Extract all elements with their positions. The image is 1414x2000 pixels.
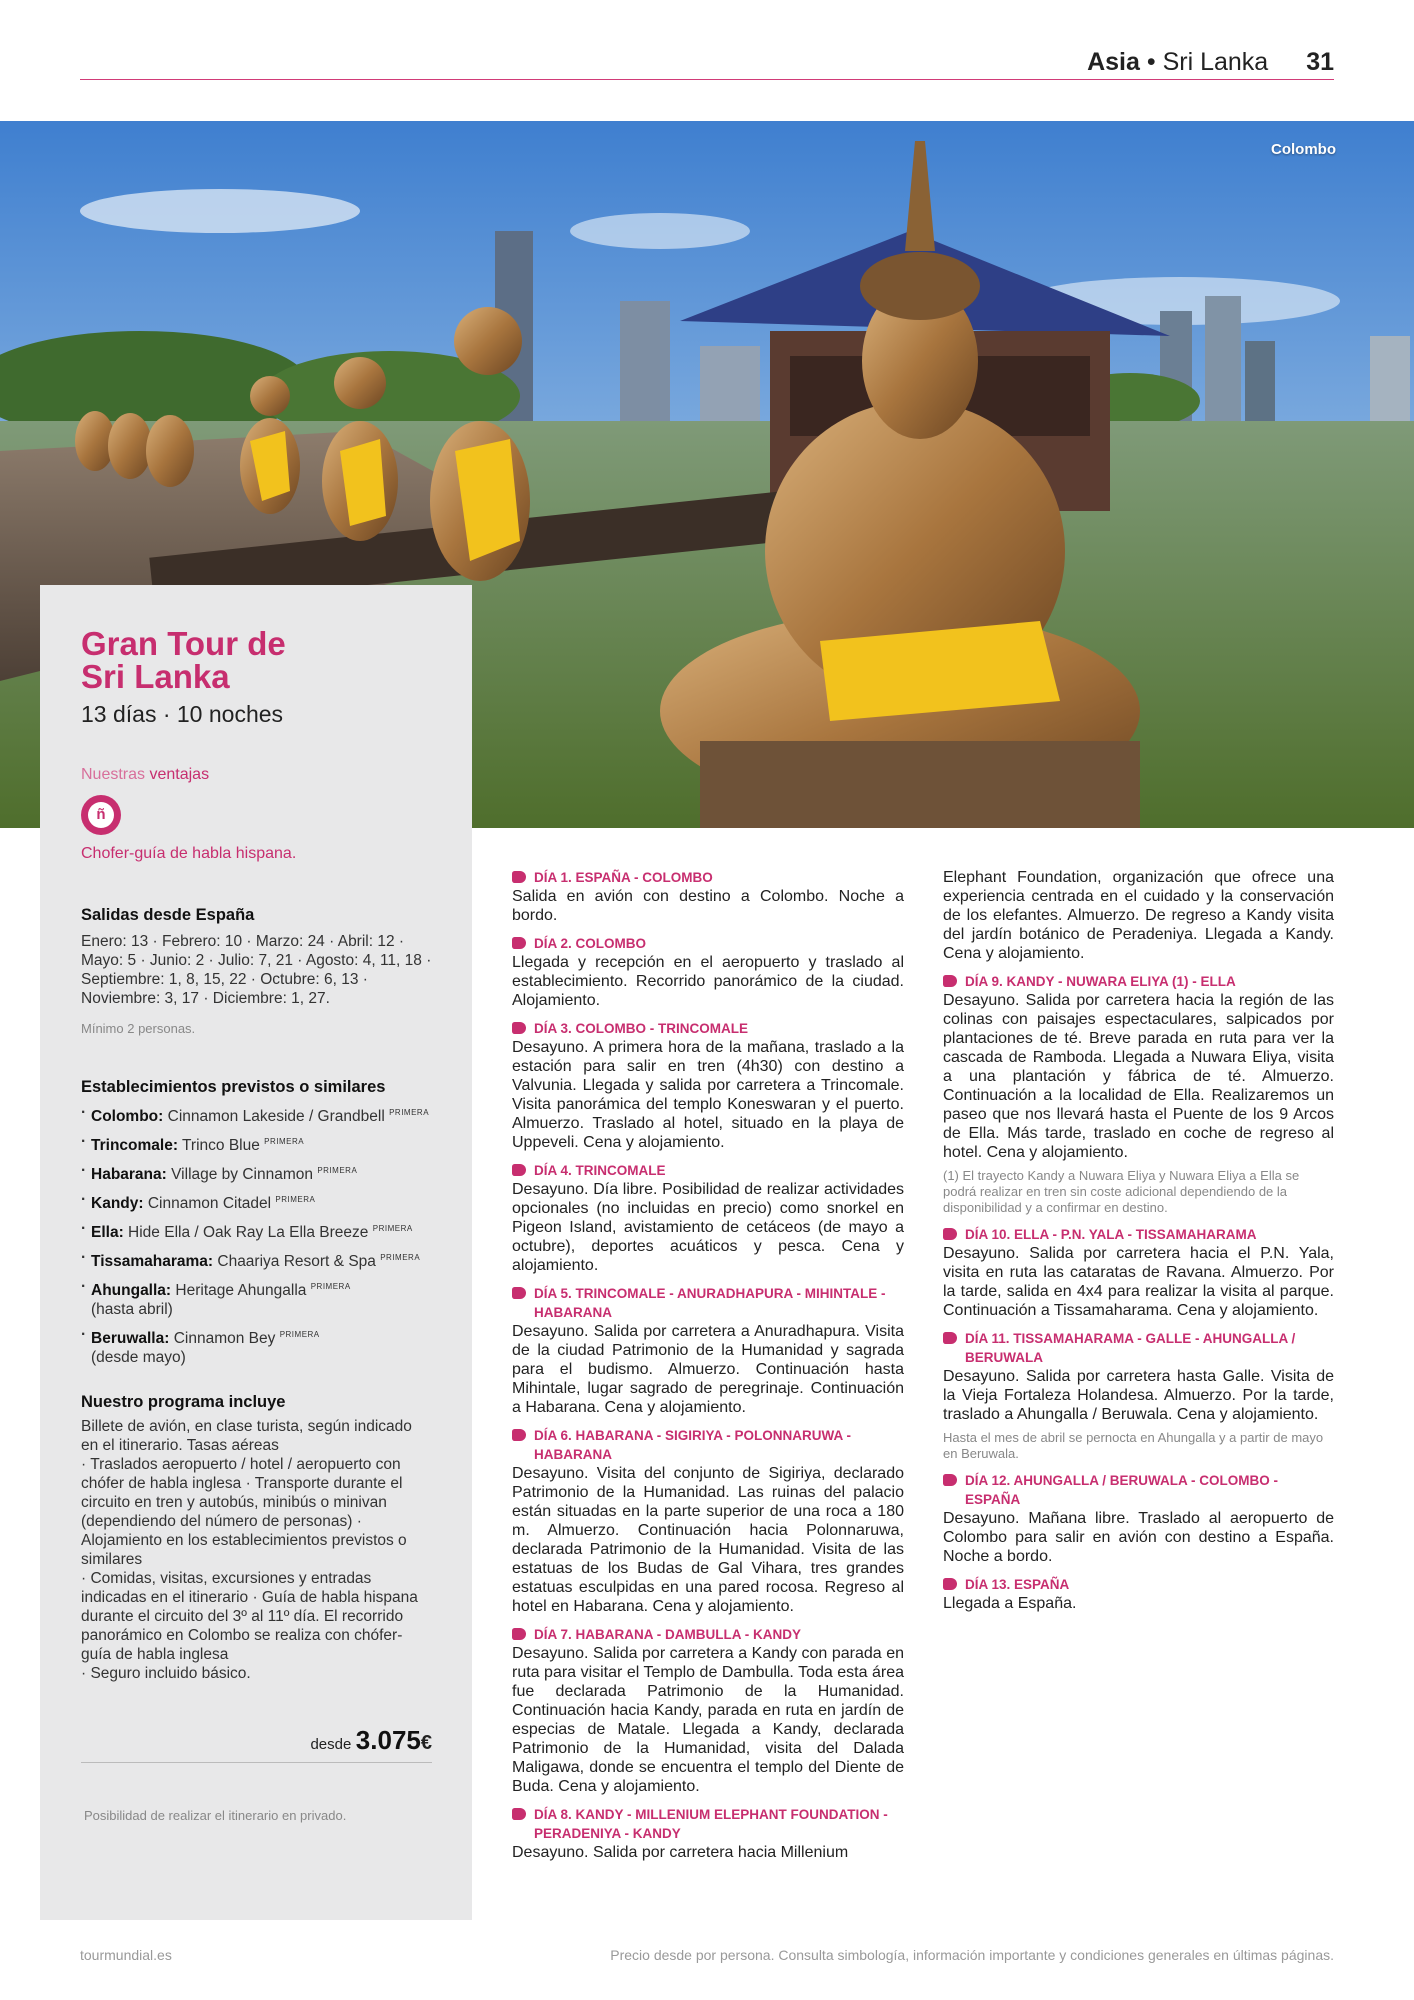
header-region: Asia bbox=[1087, 48, 1140, 76]
footer-website[interactable]: tourmundial.es bbox=[80, 1947, 172, 1963]
itinerary-day bbox=[512, 1284, 904, 1417]
day-text: Desayuno. Salida por carretera a Anuradhapura. Visita de la ciudad Patrimonio de la Humanidad y sagrada para el budismo. Almuerzo. Continuación hasta Mihintale, lugar sagrado de peregrinaje. Continuación a Habarana. Cena y alojamiento. bbox=[512, 1323, 904, 1416]
itinerary-day bbox=[943, 1225, 1334, 1320]
tour-title: Gran Tour de Sri Lanka bbox=[81, 625, 286, 695]
hotel-category: PRIMERA bbox=[317, 1166, 358, 1175]
day-text: Desayuno. Mañana libre. Traslado al aeropuerto de Colombo para salir en avión con destino a España. Noche a bordo. bbox=[943, 1510, 1334, 1565]
day-text: Desayuno. Visita del conjunto de Sigiriya, declarado Patrimonio de la Humanidad. Las ruinas del palacio están situadas en la parte superior de una roca a 180 m. Almuerzo. Continuación hacia Polonnaruwa, declarada Patrimonio de la Humanidad. Visita de las estatuas de los Budas de Gal Vihara, tres grandes estatuas esculpidas en una pared rocosa. Regreso al hotel en Habarana. Cena y alojamiento. bbox=[512, 1465, 904, 1615]
hotel-city: Ahungalla: bbox=[91, 1282, 172, 1299]
day-text: Elephant Foundation, organización que ofrece una experiencia centrada en el cuidado y la conservación de los elefantes. Almuerzo. De regreso a Kandy visita del jardín botánico de Peradeniya. Llegada a Kandy. Cena y alojamiento. bbox=[943, 869, 1334, 962]
hotel-city: Kandy: bbox=[91, 1195, 144, 1212]
price-currency: € bbox=[420, 1732, 432, 1754]
itinerary-day bbox=[943, 1471, 1334, 1566]
header-country: Sri Lanka bbox=[1162, 48, 1269, 76]
spanish-guide-icon-glyph: ñ bbox=[88, 802, 114, 828]
day-title: DÍA 4. TRINCOMALE bbox=[512, 1161, 904, 1180]
hotel-name: Cinnamon Bey bbox=[173, 1330, 276, 1347]
day-text: Llegada a España. bbox=[943, 1595, 1077, 1612]
photo-caption: Colombo bbox=[1271, 141, 1336, 158]
departures-note: Mínimo 2 personas. bbox=[81, 1021, 196, 1036]
hotel-extra: (desde mayo) bbox=[91, 1349, 186, 1366]
establishments-heading: Establecimientos previstos o similares bbox=[81, 1078, 386, 1096]
day-title: DÍA 1. ESPAÑA - COLOMBO bbox=[512, 868, 904, 887]
page-number: 31 bbox=[1306, 48, 1334, 76]
itinerary-day bbox=[512, 1426, 904, 1616]
advantages-label-light: Nuestras bbox=[81, 766, 146, 783]
day-title: DÍA 3. COLOMBO - TRINCOMALE bbox=[512, 1019, 904, 1038]
day-text: Desayuno. Salida por carretera hacia Millenium bbox=[512, 1844, 849, 1861]
itinerary-day bbox=[512, 934, 904, 1010]
includes-heading: Nuestro programa incluye bbox=[81, 1393, 286, 1411]
establishments-list bbox=[81, 1103, 432, 1367]
hotel-category: PRIMERA bbox=[279, 1330, 320, 1339]
advantages-label bbox=[81, 766, 432, 784]
hotel-city: Tissamaharama: bbox=[91, 1253, 214, 1270]
hotel-city: Colombo: bbox=[91, 1108, 164, 1125]
tour-duration: 13 días · 10 noches bbox=[81, 701, 284, 727]
itinerary-day bbox=[512, 1625, 904, 1796]
footer-disclaimer: Precio desde por persona. Consulta simbología, información importante y condiciones generales en últimas páginas. bbox=[610, 1947, 1334, 1963]
day-text: Llegada y recepción en el aeropuerto y traslado al establecimiento. Recorrido panorámico de la ciudad. Alojamiento. bbox=[512, 954, 904, 1009]
list-item bbox=[81, 1277, 432, 1319]
day-title: DÍA 8. KANDY - MILLENIUM ELEPHANT FOUNDATION - PERADENIYA - KANDY bbox=[512, 1805, 904, 1843]
list-item bbox=[81, 1219, 432, 1242]
itinerary-day bbox=[512, 1161, 904, 1275]
hotel-name: Trinco Blue bbox=[182, 1137, 260, 1154]
day-text: Desayuno. Salida por carretera hasta Galle. Visita de la Vieja Fortaleza Holandesa. Almuerzo. Por la tarde, traslado a Ahungalla / Beruwala. Cena y alojamiento. bbox=[943, 1368, 1334, 1423]
hotel-name: Hide Ella / Oak Ray La Ella Breeze bbox=[128, 1224, 369, 1241]
day-title: DÍA 7. HABARANA - DAMBULLA - KANDY bbox=[512, 1625, 904, 1644]
day-title: DÍA 5. TRINCOMALE - ANURADHAPURA - MIHINTALE - HABARANA bbox=[512, 1284, 904, 1322]
departures-heading: Salidas desde España bbox=[81, 906, 255, 924]
hotel-category: PRIMERA bbox=[389, 1108, 430, 1117]
day-title: DÍA 9. KANDY - NUWARA ELIYA (1) - ELLA bbox=[943, 972, 1334, 991]
list-item bbox=[81, 1161, 432, 1184]
hotel-city: Ella: bbox=[91, 1224, 124, 1241]
departures-text: Enero: 13 · Febrero: 10 · Marzo: 24 · Abril: 12 · Mayo: 5 · Junio: 2 · Julio: 7, 21 · Agosto: 4, 11, 18 · Septiembre: 1, 8, 15, 22 · Octubre: 6, 13 · Noviembre: 3, 17 · Diciembre: 1, 27. bbox=[81, 933, 432, 1007]
itinerary-column-1 bbox=[512, 868, 904, 1871]
day-title: DÍA 11. TISSAMAHARAMA - GALLE - AHUNGALLA / BERUWALA bbox=[943, 1329, 1334, 1367]
hotel-extra: (hasta abril) bbox=[91, 1301, 173, 1318]
hotel-name: Chaariya Resort & Spa bbox=[217, 1253, 376, 1270]
itinerary-day bbox=[943, 972, 1334, 1216]
list-item bbox=[81, 1325, 432, 1367]
hotel-name: Cinnamon Lakeside / Grandbell bbox=[167, 1108, 385, 1125]
hotel-category: PRIMERA bbox=[264, 1137, 305, 1146]
advantages-label-bold: ventajas bbox=[149, 766, 210, 783]
day-title: DÍA 10. ELLA - P.N. YALA - TISSAMAHARAMA bbox=[943, 1225, 1334, 1244]
list-item bbox=[81, 1190, 432, 1213]
list-item bbox=[81, 1103, 432, 1126]
advantage-text: Chofer-guía de habla hispana. bbox=[81, 845, 297, 862]
includes-section bbox=[81, 1393, 432, 1683]
itinerary-day bbox=[943, 1575, 1334, 1613]
hotel-city: Beruwalla: bbox=[91, 1330, 170, 1347]
list-item bbox=[81, 1248, 432, 1271]
day-text: Desayuno. Salida por carretera hacia el P.N. Yala, visita en ruta las cataratas de Ravana. Almuerzo. Por la tarde, salida en 4x4 para realizar la visita al parque. Continuación a Tissamaharama. Cena y alojamiento. bbox=[943, 1245, 1334, 1319]
hotel-name: Cinnamon Citadel bbox=[147, 1195, 272, 1212]
day-text: Desayuno. Salida por carretera hacia la región de las colinas con paisajes espectaculares, salpicados por plantaciones de té. Breve parada en ruta para ver la cascada de Ramboda. Llegada a Nuwara Eliya, visita a una plantación y fábrica de té. Almuerzo. Continuación a la localidad de Ella. Realizaremos un paseo que nos llevará hasta el Puente de los 9 Arcos de Ella. Más tarde, traslado en coche de regreso al hotel. Cena y alojamiento. bbox=[943, 992, 1334, 1161]
itinerary-day bbox=[512, 1019, 904, 1152]
itinerary-day bbox=[943, 1329, 1334, 1462]
header-separator: • bbox=[1139, 48, 1163, 76]
hotel-city: Trincomale: bbox=[91, 1137, 178, 1154]
price-amount: 3.075 bbox=[355, 1725, 421, 1755]
day-title: DÍA 12. AHUNGALLA / BERUWALA - COLOMBO - ESPAÑA bbox=[943, 1471, 1334, 1509]
day-text: Desayuno. Día libre. Posibilidad de realizar actividades opcionales (no incluidas en precio) como snorkel en Pigeon Island, avistamiento de cetáceos (de mayo a octubre), deportes acuáticos y pesca. Cena y alojamiento. bbox=[512, 1181, 904, 1274]
day-title: DÍA 6. HABARANA - SIGIRIYA - POLONNARUWA - HABARANA bbox=[512, 1426, 904, 1464]
day-text: Desayuno. A primera hora de la mañana, traslado a la estación para salir en tren (4h30) con destino a Valvunia. Llegada y salida por carretera a Trincomale. Visita panorámica del templo Koneswaran y el puerto. Almuerzo. Traslado al hotel, situado en la playa de Uppeveli. Cena y alojamiento. bbox=[512, 1039, 904, 1151]
price-box bbox=[81, 1725, 432, 1763]
private-note: Posibilidad de realizar el itinerario en privado. bbox=[84, 1808, 347, 1823]
itinerary-day bbox=[512, 868, 904, 925]
establishments-section bbox=[81, 1078, 432, 1367]
hotel-name: Heritage Ahungalla bbox=[175, 1282, 307, 1299]
day-note: Hasta el mes de abril se pernocta en Ahungalla y a partir de mayo en Beruwala. bbox=[943, 1430, 1324, 1461]
list-item bbox=[81, 1132, 432, 1155]
itinerary-day-continued bbox=[943, 868, 1334, 963]
includes-text: Billete de avión, en clase turista, según indicado en el itinerario. Tasas aéreas · Traslados aeropuerto / hotel / aeropuerto con chófer de habla inglesa · Transporte durante el circuito en tren y autobús, minibús o minivan (dependiendo del número de personas) · Alojamiento en los establecimientos previstos o similares · Comidas, visitas, excursiones y entradas indicadas en el itinerario · Guía de habla hispana durante el circuito del 3º al 11º día. El recorrido panorámico en Colombo se realiza con chófer-guía de habla inglesa · Seguro incluido básico. bbox=[81, 1418, 418, 1682]
day-text: Desayuno. Salida por carretera a Kandy con parada en ruta para visitar el Templo de Dambulla. Toda esta área fue declarada Patrimonio de la Humanidad. Continuación hacia Kandy, parada en ruta en jardín de especias de Matale. Llegada a Kandy, declarada Patrimonio de la Humanidad, visita del Dalada Maligawa, donde se encuentra el templo del Diente de Buda. Cena y alojamiento. bbox=[512, 1645, 904, 1795]
day-note: (1) El trayecto Kandy a Nuwara Eliya y Nuwara Eliya a Ella se podrá realizar en tren sin coste adicional dependiendo de la disponibilidad y a confirmar en destino. bbox=[943, 1168, 1300, 1215]
page-header bbox=[80, 48, 1334, 80]
hotel-name: Village by Cinnamon bbox=[171, 1166, 314, 1183]
departures-section bbox=[81, 906, 432, 1036]
day-title: DÍA 13. ESPAÑA bbox=[943, 1575, 1334, 1594]
header-section bbox=[1087, 48, 1334, 77]
day-text: Salida en avión con destino a Colombo. Noche a bordo. bbox=[512, 888, 904, 924]
hotel-city: Habarana: bbox=[91, 1166, 167, 1183]
itinerary-day bbox=[512, 1805, 904, 1862]
itinerary-column-2 bbox=[943, 868, 1334, 1622]
hotel-category: PRIMERA bbox=[310, 1282, 351, 1291]
day-title: DÍA 2. COLOMBO bbox=[512, 934, 904, 953]
hotel-category: PRIMERA bbox=[372, 1224, 413, 1233]
hotel-category: PRIMERA bbox=[380, 1253, 421, 1262]
hotel-category: PRIMERA bbox=[275, 1195, 316, 1204]
price-prefix: desde bbox=[310, 1736, 352, 1753]
spanish-guide-icon bbox=[81, 795, 121, 835]
tour-sidebar bbox=[40, 585, 472, 1920]
